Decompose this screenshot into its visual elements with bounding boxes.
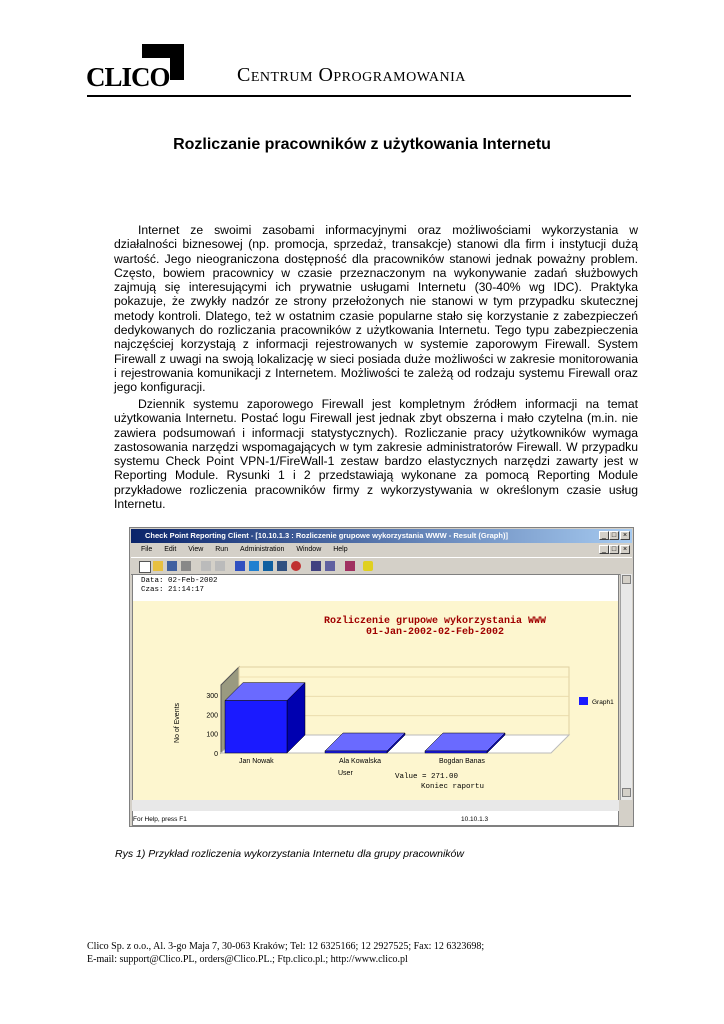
x-axis-label: User xyxy=(338,770,353,777)
footer-contact: E-mail: support@Clico.PL, orders@Clico.PL.; Ftp.clico.pl.; http://www.clico.pl xyxy=(87,953,408,965)
menu-edit[interactable]: Edit xyxy=(164,546,177,553)
minimize-button[interactable]: _ xyxy=(599,531,609,540)
footer xyxy=(87,941,484,966)
menu-run[interactable]: Run xyxy=(215,546,229,553)
legend-swatch xyxy=(579,697,588,705)
menu-view[interactable]: View xyxy=(188,546,204,553)
bar-0 xyxy=(225,701,287,753)
window-titlebar xyxy=(131,529,632,543)
vertical-scrollbar[interactable] xyxy=(620,574,632,800)
window-title: Check Point Reporting Client - [10.10.1.3 : Rozliczenie grupowe wykorzystania WWW - Result (Graph)] xyxy=(145,531,508,540)
save-icon[interactable] xyxy=(167,561,177,571)
report-end-line: Koniec raportu xyxy=(421,783,485,791)
graph-icon[interactable] xyxy=(277,561,287,571)
chart-subtitle: 01-Jan-2002-02-Feb-2002 xyxy=(365,627,505,638)
x-tick-label-2: Bogdan Banas xyxy=(439,758,485,765)
horizontal-scrollbar[interactable] xyxy=(132,800,619,811)
x-tick-label-0: Jan Nowak xyxy=(239,758,274,765)
chart-title: Rozliczenie grupowe wykorzystania WWW xyxy=(323,616,547,627)
status-ip: 10.10.1.3 xyxy=(461,816,489,823)
line-chart-icon[interactable] xyxy=(263,561,273,571)
reporting-client-window xyxy=(129,527,634,827)
status-bar xyxy=(131,814,632,826)
menu-help[interactable]: Help xyxy=(333,546,348,553)
bar-chart-icon[interactable] xyxy=(249,561,259,571)
menu-file[interactable]: File xyxy=(141,546,153,553)
report-date: Data: 02-Feb-2002 xyxy=(141,577,218,585)
move-up-icon[interactable] xyxy=(215,561,225,571)
report-area xyxy=(132,574,619,826)
report-time: Czas: 21:14:17 xyxy=(141,586,205,594)
report-info xyxy=(141,577,218,595)
paragraph-2 xyxy=(114,397,638,511)
menu-bar xyxy=(131,544,632,556)
help-icon[interactable] xyxy=(363,561,373,571)
bar-2 xyxy=(425,751,487,753)
pie-chart-icon[interactable] xyxy=(291,561,301,571)
child-restore-button[interactable]: □ xyxy=(609,545,619,554)
paragraph-1-text: Internet ze swoimi zasobami informacyjnymi oraz możliwościami wykorzystania w działalności biznesowej (np. promocja, sprzedaż, transakcje) stanowi dla firm i instytucji dużą wartość. Jego nieograniczona dostępność dla pracowników stanowi jednak poważny problem. Często, bowiem pracownicy w czasie przeznaczonym na wykonywanie zadań służbowych zajmują się interesującymi ich prywatnie usługami Internetu (30-40% wg IDC). Praktyka pokazuje, że zwykły nadzór ze strony przełożonych nie stanowi w tym przypadku skutecznej metody kontroli. Dlatego, też w ostatnim czasie popularne stało się korzystanie z zabezpieczeń dedykowanych do rozliczania pracowników z użytkowania Internetu. Tego typu zabezpieczenia najczęściej korzystają z informacji rejestrowanych w systemie zaporowym Firewall. System Firewall z uwagi na swoją lokalizację w sieci posiada duże możliwości w zakresie monitorowania i rejestrowania komunikacji z Internetem. Możliwości te zależą od rodzaju systemu Firewall oraz jego konfiguracji. xyxy=(114,223,638,395)
maximize-button[interactable]: □ xyxy=(609,531,619,540)
y-axis-label: No of Events xyxy=(174,702,181,744)
document-title: Rozliczanie pracowników z użytkowania Internetu xyxy=(173,136,551,153)
run-icon[interactable] xyxy=(311,561,321,571)
child-close-button[interactable]: × xyxy=(620,545,630,554)
legend-label: Graph1 xyxy=(592,699,614,706)
y-tick-label-0: 0 xyxy=(214,751,218,758)
y-tick-label-2: 200 xyxy=(206,712,218,720)
scroll-up-button[interactable] xyxy=(622,575,631,584)
print-icon[interactable] xyxy=(181,561,191,571)
close-button[interactable]: × xyxy=(620,531,630,540)
paragraph-1 xyxy=(114,223,638,395)
footer-address: Clico Sp. z o.o., Al. 3-go Maja 7, 30-063 Kraków; Tel: 12 6325166; 12 2927525; Fax: 12 6323698; xyxy=(87,941,485,952)
status-help-text: For Help, press F1 xyxy=(133,816,187,823)
erase-icon[interactable] xyxy=(345,561,355,571)
toolbar xyxy=(131,557,632,575)
company-title: Centrum Oprogramowania xyxy=(237,64,466,86)
y-tick-label-1: 100 xyxy=(206,731,218,739)
paragraph-2-text: Dziennik systemu zaporowego Firewall jest kompletnym źródłem informacji na temat użytkowania Internetu. Postać logu Firewall jest jednak zbyt obszerna i mało czytelna (m.in. nie zawiera podsumowań i informacji statystycznych). Rozliczanie pracy użytkowników wymaga zastosowania narzędzi wspomagających w tym zakresie administratorów Firewall. W przypadku systemu Check Point VPN-1/FireWall-1 zestaw bardzo elastycznych narzędzi zawarty jest w Reporting Module. Rysunki 1 i 2 przedstawiają wykonane za pomocą Reporting Module przykładowe rozliczenia pracowników firmy z wykorzystywania w określonym czasie usług Internetu. xyxy=(114,397,638,512)
child-minimize-button[interactable]: _ xyxy=(599,545,609,554)
bar-1 xyxy=(325,751,387,753)
schedule-icon[interactable] xyxy=(325,561,335,571)
new-icon[interactable] xyxy=(139,561,151,573)
menu-window[interactable]: Window xyxy=(296,546,322,553)
chart xyxy=(133,601,618,801)
open-icon[interactable] xyxy=(153,561,163,571)
y-tick-label-3: 300 xyxy=(206,693,218,700)
table-view-icon[interactable] xyxy=(235,561,245,571)
move-down-icon[interactable] xyxy=(201,561,211,571)
menu-administration[interactable]: Administration xyxy=(240,546,285,553)
logo-text: CLICO xyxy=(86,62,170,92)
header-rule xyxy=(87,95,631,97)
figure-caption: Rys 1) Przykład rozliczenia wykorzystania Internetu dla grupy pracowników xyxy=(115,848,464,860)
x-tick-label-1: Ala Kowalska xyxy=(339,758,382,765)
report-value-line: Value = 271.00 xyxy=(395,773,459,781)
scroll-down-button[interactable] xyxy=(622,788,631,797)
